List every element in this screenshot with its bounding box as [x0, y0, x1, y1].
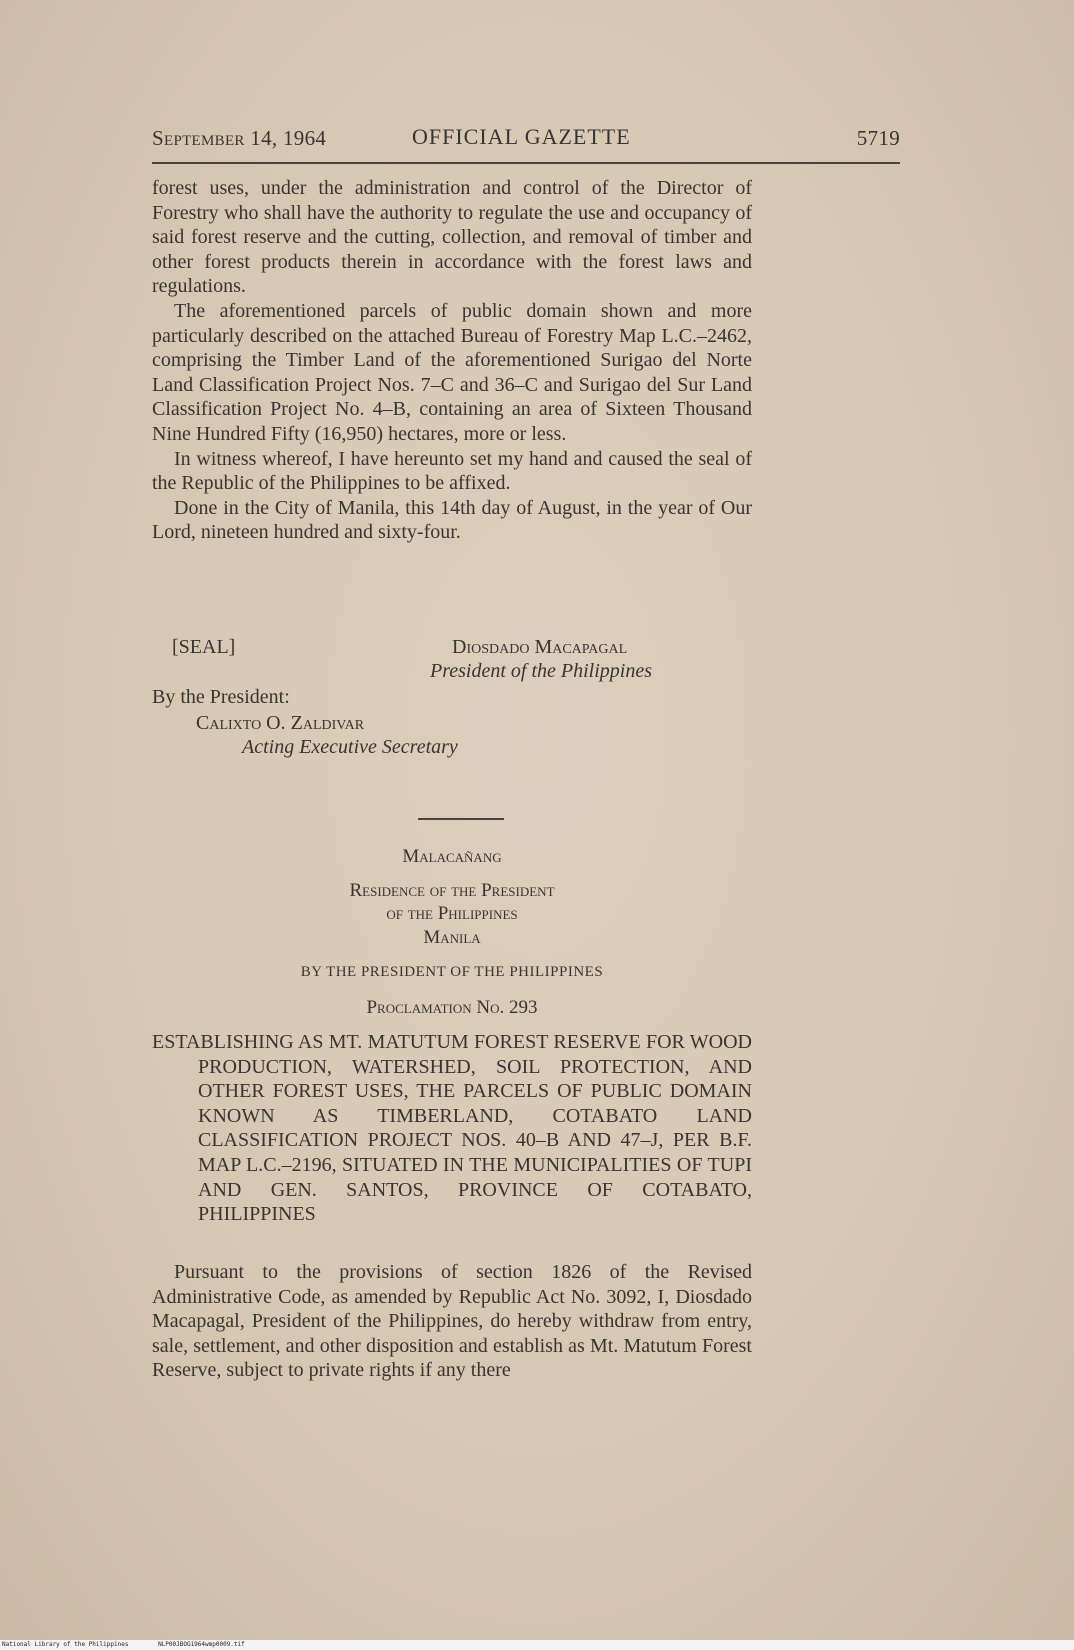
proclamation-number: Proclamation No. 293 — [366, 997, 538, 1018]
scan-footer — [0, 1640, 1074, 1650]
secretary-title: Acting Executive Secretary — [242, 736, 458, 758]
palace-name: Malacañang — [402, 846, 502, 867]
page-header — [152, 126, 900, 158]
residence-line: of the Philippines — [386, 903, 518, 924]
paragraph: Pursuant to the provisions of section 1826 of the Revised Administrative Code, as amended by Republic Act No. 3092, I, Diosdado Macapagal, President of the Philippines, do hereby withdraw from entry, sale, settlement, and other disposition and establish as Mt. Matutum Forest Reserve, subject to private rights if any there — [152, 1261, 752, 1382]
city-name: Manila — [423, 927, 481, 948]
header-date: September 14, 1964 — [152, 126, 327, 150]
paragraph: forest uses, under the administration and control of the Director of Forestry who shall have the authority to regulate the use and occupancy of said forest reserve and the cutting, collection, and removal of timber and other forest products therein in accordance with the forest laws and regulations. — [152, 177, 752, 298]
proclamation-heading: ESTABLISHING AS MT. MATUTUM FOREST RESERVE FOR WOOD PRODUCTION, WATERSHED, SOIL PROTECTION, AND OTHER FOREST USES, THE PARCELS OF PUBLIC DOMAIN KNOWN AS TIMBERLAND, COTABATO LAND CLASSIFICATION PROJECT NOS. 40–B AND 47–J, PER B.F. MAP L.C.–2196, SITUATED IN THE MUNICIPALITIES OF TUPI AND GEN. SANTOS, PROVINCE OF COTABATO, PHILIPPINES — [152, 1031, 752, 1226]
paragraph: Done in the City of Manila, this 14th day of August, in the year of Our Lord, nineteen hundred and sixty-four. — [152, 496, 752, 544]
paragraph: In witness whereof, I have hereunto set my hand and caused the seal of the Republic of the Philippines to be affixed. — [152, 447, 752, 495]
paragraph: The aforementioned parcels of public domain shown and more particularly described on the attached Bureau of Forestry Map L.C.–2462, comprising the Timber Land of the aforementioned Surigao del Norte Land Classification Project Nos. 7–C and 36–C and Surigao del Sur Land Classification Project No. 4–B, containing an area of Sixteen Thousand Nine Hundred Fifty (16,950) hectares, more or less. — [152, 299, 752, 445]
proclamation-body — [152, 1260, 752, 1383]
section-divider — [418, 818, 504, 820]
by-the-president: By the President: — [152, 686, 290, 708]
president-title: President of the Philippines — [430, 660, 653, 682]
footer-library: National Library of the Philippines — [2, 1641, 129, 1648]
seal-label: [SEAL] — [172, 636, 236, 658]
footer-file-id: NLP00JBOG1964wmp0009.tif — [158, 1641, 245, 1648]
president-name: Diosdado Macapagal — [452, 636, 628, 658]
by-the-president-line: BY THE PRESIDENT OF THE PHILIPPINES — [300, 964, 604, 980]
header-title: OFFICIAL GAZETTE — [412, 124, 631, 149]
header-page-number: 5719 — [856, 126, 900, 150]
residence-line: Residence of the President — [349, 880, 555, 901]
continuation-text — [152, 176, 752, 545]
header-rule — [152, 162, 900, 164]
secretary-name: Calixto O. Zaldivar — [196, 712, 365, 734]
